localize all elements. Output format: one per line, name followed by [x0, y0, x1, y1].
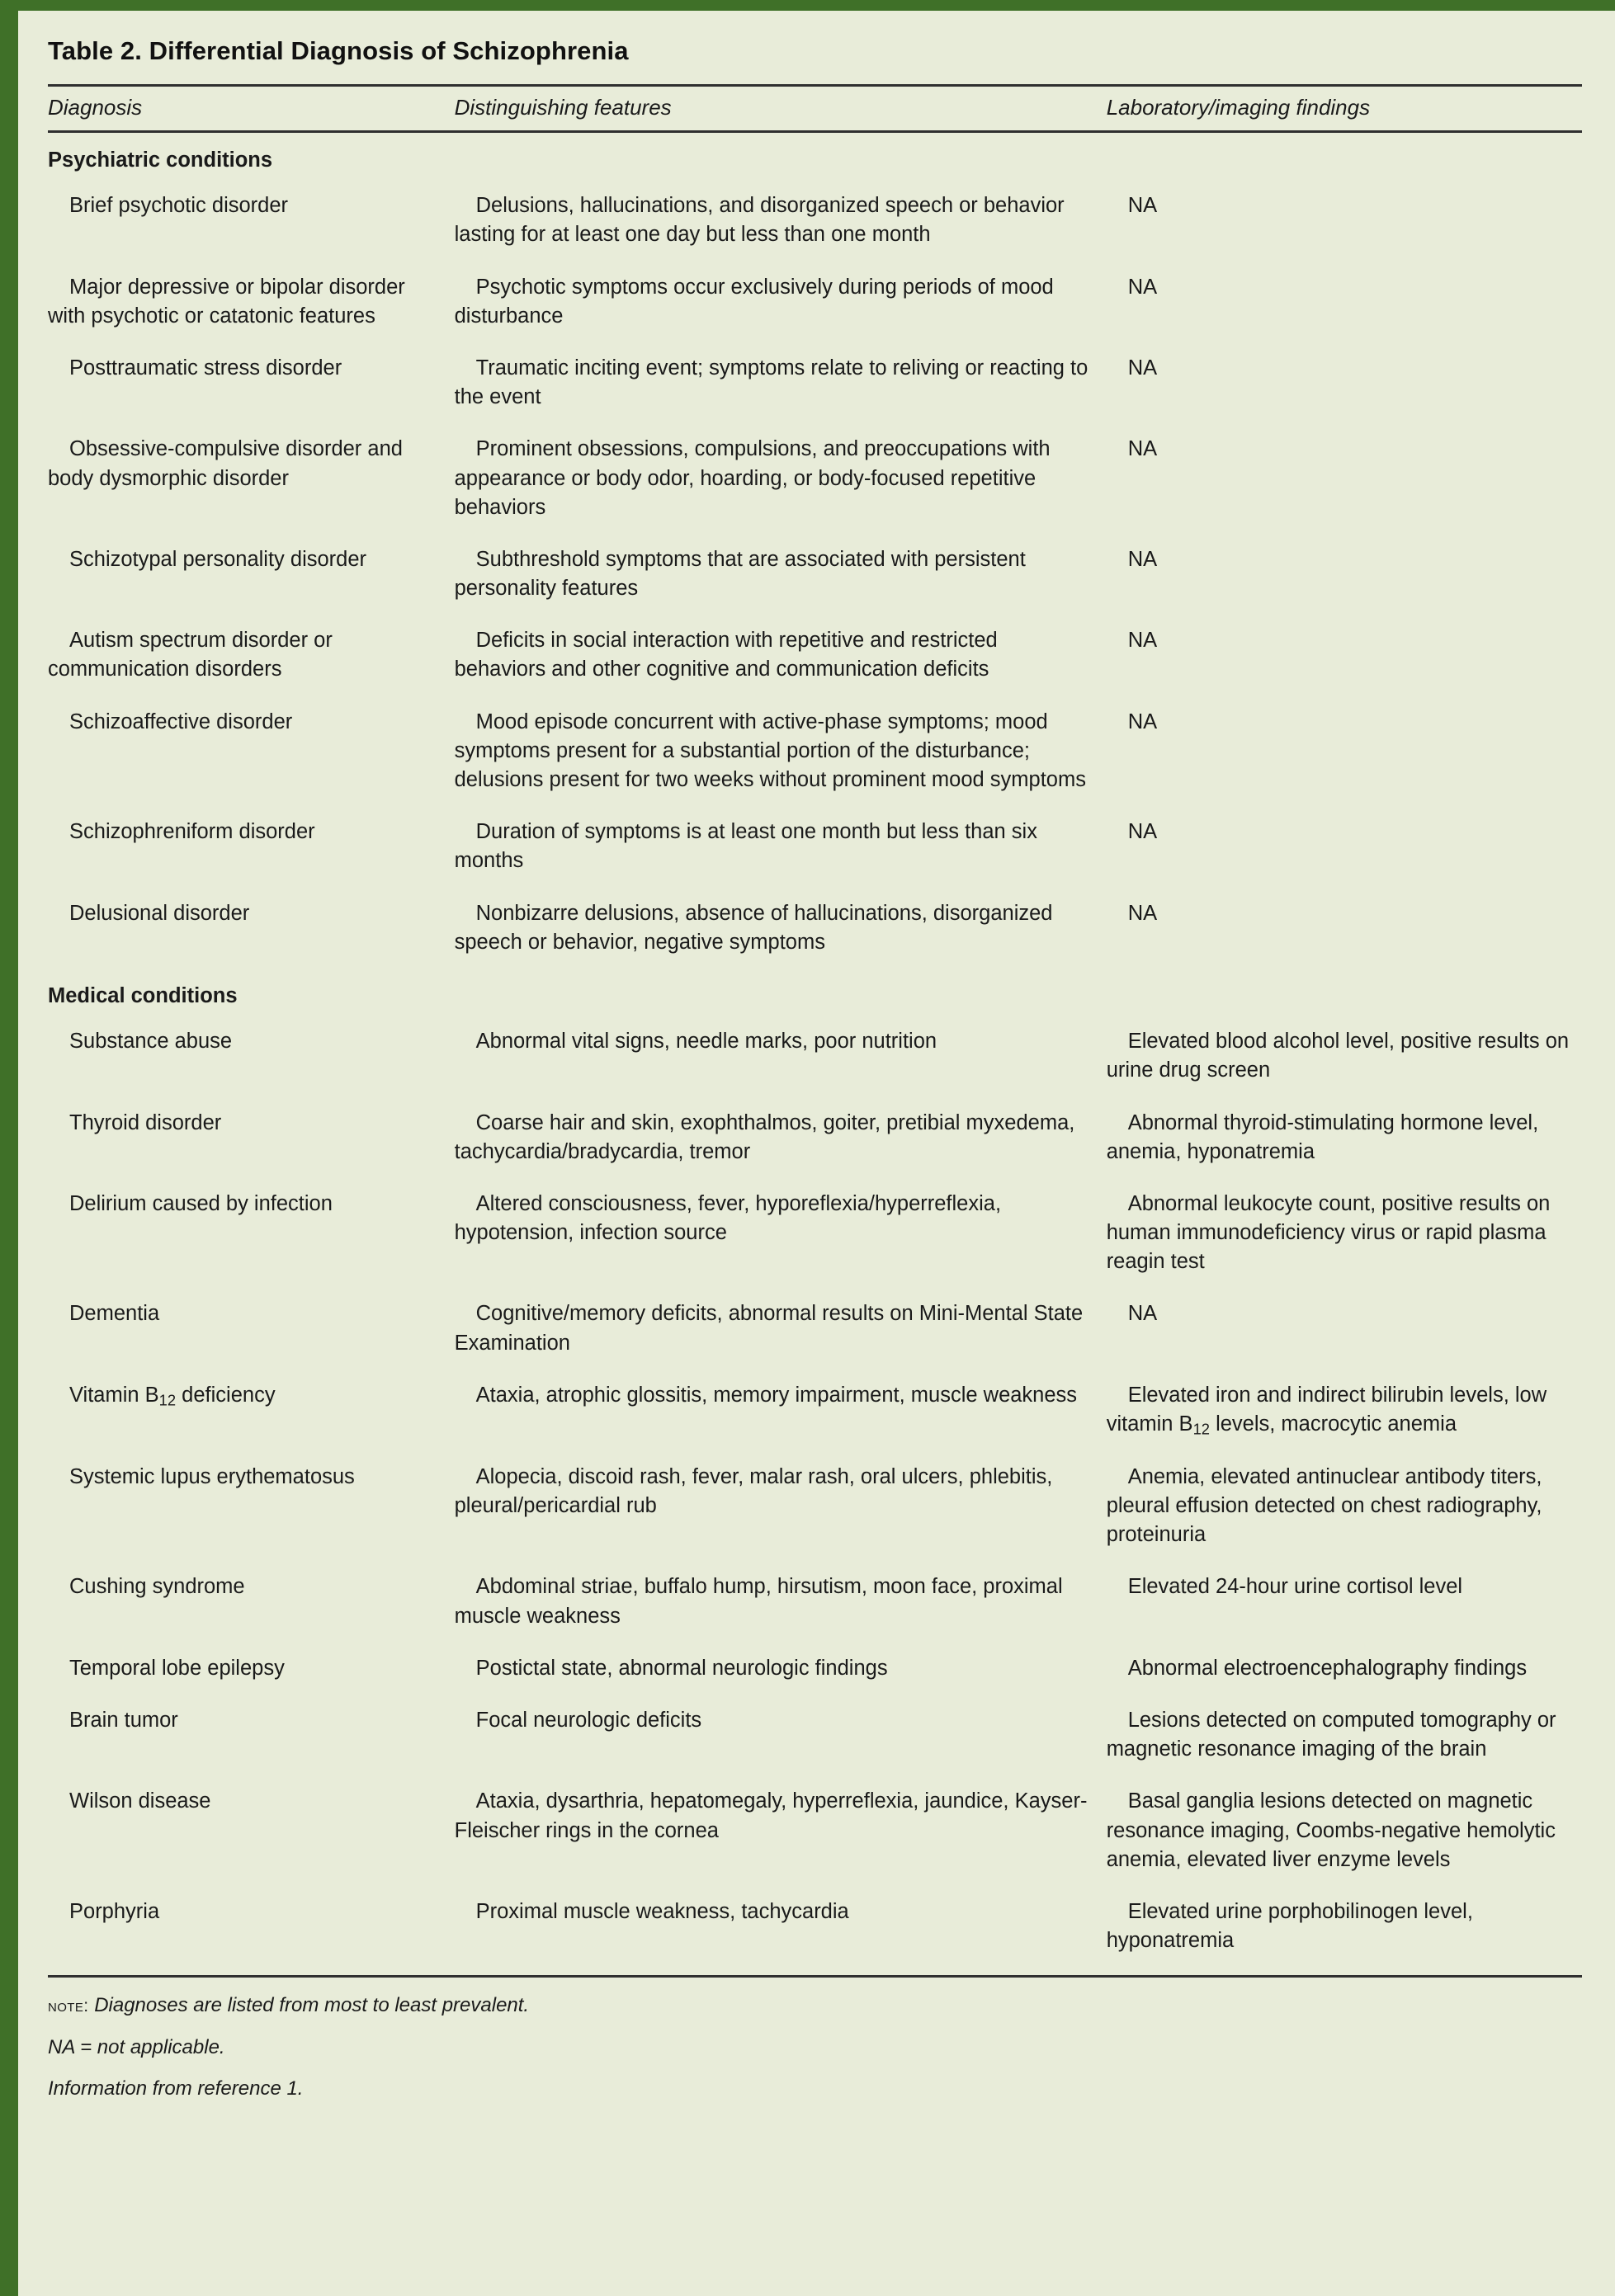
findings-text: Basal ganglia lesions detected on magnetic resonance imaging, Coombs-negative hemolytic anemia, elevated liver enzyme levels: [1106, 1789, 1556, 1871]
findings-text: Anemia, elevated antinuclear antibody titers, pleural effusion detected on chest radiography, proteinuria: [1106, 1464, 1542, 1547]
cell-diagnosis: [48, 1016, 455, 1096]
diagnosis-text: Brain tumor: [69, 1709, 178, 1733]
abbreviation-line: NA = not applicable.: [48, 2035, 225, 2058]
findings-text: Elevated 24-hour urine cortisol level: [1127, 1575, 1463, 1599]
table-section-header: [48, 969, 1582, 1016]
table-header: [48, 86, 1582, 132]
features-text: Mood episode concurrent with active-phase symptoms; mood symptoms present for a substantial portion of the disturbance; delusions present for two weeks without prominent mood symptoms: [454, 710, 1086, 791]
table-row: [48, 423, 1582, 534]
findings-text: NA: [1127, 1302, 1158, 1326]
findings-text: NA: [1127, 275, 1158, 299]
cell-findings: [1107, 180, 1582, 261]
table-row: [48, 1643, 1582, 1695]
table-row: [48, 342, 1582, 423]
cell-features: [455, 1288, 1107, 1369]
note-line: [48, 1992, 1582, 2019]
cell-diagnosis: [48, 806, 455, 887]
table-row: [48, 180, 1582, 261]
findings-text: Abnormal electroencephalography findings: [1127, 1656, 1528, 1680]
cell-diagnosis: [48, 534, 455, 615]
cell-diagnosis: [48, 615, 455, 695]
diagnosis-text: Thyroid disorder: [69, 1110, 222, 1134]
table-row: [48, 696, 1582, 807]
column-header-features: Distinguishing features: [455, 86, 1107, 132]
cell-diagnosis: [48, 1178, 455, 1289]
left-accent-bar: [0, 0, 18, 2296]
features-text: Cognitive/memory deficits, abnormal results on Mini-Mental State Examination: [454, 1302, 1084, 1355]
cell-features: [455, 534, 1107, 615]
diagnosis-text: Substance abuse: [69, 1030, 233, 1054]
diagnosis-text: Major depressive or bipolar disorder with psychotic or catatonic features: [48, 275, 405, 328]
cell-features: [455, 423, 1107, 534]
diagnosis-text: Posttraumatic stress disorder: [69, 356, 342, 380]
cell-diagnosis: [48, 1775, 455, 1886]
cell-features: [455, 1370, 1107, 1451]
section-label: Psychiatric conditions: [48, 149, 273, 172]
cell-findings: [1107, 1643, 1582, 1695]
cell-findings: [1107, 806, 1582, 887]
table-content: [18, 0, 1615, 2131]
findings-text: NA: [1127, 710, 1158, 733]
diagnosis-text: Schizophreniform disorder: [69, 820, 315, 844]
table-header-row: [48, 86, 1582, 132]
findings-text: NA: [1127, 901, 1158, 925]
table-row: [48, 534, 1582, 615]
features-text: Alopecia, discoid rash, fever, malar rash, oral ulcers, phlebitis, pleural/pericardial rub: [454, 1464, 1053, 1518]
differential-diagnosis-table: [48, 84, 1582, 1967]
features-text: Abdominal striae, buffalo hump, hirsutism, moon face, proximal muscle weakness: [454, 1575, 1063, 1628]
cell-findings: Elevated iron and indirect bilirubin levels, low vitamin $B_{12}$ levels, macrocytic anemia: [1106, 1383, 1547, 1438]
cell-features: [455, 696, 1107, 807]
cell-features: [455, 888, 1107, 969]
cell-findings: [1107, 1775, 1582, 1886]
cell-findings: [1107, 888, 1582, 969]
features-text: Ataxia, atrophic glossitis, memory impairment, muscle weakness: [475, 1383, 1078, 1407]
features-text: Abnormal vital signs, needle marks, poor nutrition: [475, 1030, 937, 1054]
cell-diagnosis: [48, 180, 455, 261]
column-header-findings: Laboratory/imaging findings: [1107, 86, 1582, 132]
table-row: [48, 615, 1582, 695]
diagnosis-text: Temporal lobe epilepsy: [69, 1656, 285, 1680]
table-row: [48, 1178, 1582, 1289]
findings-text: NA: [1127, 194, 1158, 218]
cell-findings: [1107, 534, 1582, 615]
cell-features: [455, 180, 1107, 261]
cell-features: [455, 342, 1107, 423]
cell-features: [455, 262, 1107, 342]
table-body: [48, 132, 1582, 1968]
cell-diagnosis: [48, 888, 455, 969]
diagnosis-text: Cushing syndrome: [69, 1575, 245, 1599]
cell-findings: [1107, 342, 1582, 423]
cell-findings: [1107, 1178, 1582, 1289]
table-row: [48, 1695, 1582, 1775]
cell-diagnosis: Vitamin $B_{12}$ deficiency: [69, 1383, 276, 1409]
note-text: Diagnoses are listed from most to least prevalent.: [94, 1994, 530, 2017]
cell-findings: [1107, 1097, 1582, 1178]
features-text: Prominent obsessions, compulsions, and preoccupations with appearance or body odor, hoarding, or body-focused repetitive behaviors: [454, 437, 1051, 519]
cell-findings: [1107, 1288, 1582, 1369]
cell-diagnosis: [48, 342, 455, 423]
cell-features: [455, 1451, 1107, 1562]
cell-diagnosis: [48, 423, 455, 534]
cell-features: [455, 615, 1107, 695]
features-text: Deficits in social interaction with repetitive and restricted behaviors and other cognitive and communication deficits: [454, 629, 998, 681]
table-row: [48, 1097, 1582, 1178]
cell-findings: [1107, 1886, 1582, 1967]
cell-features: [455, 806, 1107, 887]
cell-findings: [1107, 1561, 1582, 1642]
diagnosis-text: Porphyria: [69, 1899, 160, 1923]
cell-diagnosis: [48, 262, 455, 342]
cell-diagnosis: [48, 1643, 455, 1695]
features-text: Nonbizarre delusions, absence of hallucinations, disorganized speech or behavior, negative symptoms: [454, 901, 1053, 954]
findings-text: Abnormal thyroid-stimulating hormone level, anemia, hyponatremia: [1106, 1110, 1539, 1163]
page-title: Table 2. Differential Diagnosis of Schizophrenia: [48, 36, 629, 65]
table-row: [48, 888, 1582, 969]
cell-features: [455, 1016, 1107, 1096]
table-row: [48, 1886, 1582, 1967]
features-text: Subthreshold symptoms that are associated with persistent personality features: [454, 547, 1026, 601]
table-row: [48, 1288, 1582, 1369]
diagnosis-text: Schizotypal personality disorder: [69, 547, 367, 571]
cell-diagnosis: [48, 1561, 455, 1642]
diagnosis-text: Systemic lupus erythematosus: [69, 1464, 355, 1488]
column-header-diagnosis: Diagnosis: [48, 86, 455, 132]
features-text: Ataxia, dysarthria, hepatomegaly, hyperreflexia, jaundice, Kayser-Fleischer rings in the cornea: [454, 1789, 1088, 1842]
cell-features: [455, 1886, 1107, 1967]
findings-text: NA: [1127, 547, 1158, 571]
cell-features: [455, 1561, 1107, 1642]
features-text: Psychotic symptoms occur exclusively during periods of mood disturbance: [454, 275, 1054, 328]
cell-findings: [1107, 262, 1582, 342]
note-label: note:: [48, 1997, 89, 2016]
source-line: Information from reference 1.: [48, 2077, 304, 2100]
cell-features: [455, 1097, 1107, 1178]
cell-findings: [1107, 1451, 1582, 1562]
cell-findings: [1107, 1695, 1582, 1775]
cell-features: [455, 1695, 1107, 1775]
cell-features: [455, 1178, 1107, 1289]
table-row: [48, 262, 1582, 342]
features-text: Proximal muscle weakness, tachycardia: [475, 1899, 849, 1923]
section-label: Medical conditions: [48, 983, 238, 1007]
table-section-header: [48, 132, 1582, 181]
table-row: [48, 1451, 1582, 1562]
cell-features: [455, 1775, 1107, 1886]
table-row: [48, 1370, 1582, 1451]
findings-text: Lesions detected on computed tomography or magnetic resonance imaging of the brain: [1106, 1709, 1556, 1761]
diagnosis-text: Schizoaffective disorder: [69, 710, 293, 733]
table-row: [48, 1561, 1582, 1642]
features-text: Coarse hair and skin, exophthalmos, goiter, pretibial myxedema, tachycardia/bradycardia, tremor: [454, 1110, 1075, 1163]
table-footnotes: [48, 1975, 1582, 2102]
features-text: Altered consciousness, fever, hyporeflexia/hyperreflexia, hypotension, infection source: [454, 1191, 1002, 1245]
features-text: Postictal state, abnormal neurologic findings: [475, 1656, 888, 1680]
features-text: Focal neurologic deficits: [475, 1709, 702, 1733]
table-row: [48, 1016, 1582, 1096]
findings-text: NA: [1127, 437, 1158, 461]
diagnosis-text: Dementia: [69, 1302, 160, 1326]
findings-text: Elevated blood alcohol level, positive results on urine drug screen: [1106, 1030, 1570, 1082]
cell-findings: [1107, 696, 1582, 807]
diagnosis-text: Delirium caused by infection: [69, 1191, 333, 1215]
cell-features: [455, 1643, 1107, 1695]
findings-text: NA: [1127, 356, 1158, 380]
features-text: Duration of symptoms is at least one month but less than six months: [454, 820, 1037, 873]
features-text: Traumatic inciting event; symptoms relate to reliving or reacting to the event: [454, 356, 1088, 409]
cell-diagnosis: [48, 1097, 455, 1178]
diagnosis-text: Wilson disease: [69, 1789, 211, 1813]
diagnosis-text: Autism spectrum disorder or communication disorders: [48, 629, 333, 681]
findings-text: Elevated urine porphobilinogen level, hyponatremia: [1106, 1899, 1473, 1953]
cell-findings: [1107, 1016, 1582, 1096]
findings-text: NA: [1127, 629, 1158, 653]
table-row: [48, 1775, 1582, 1886]
diagnosis-text: Obsessive-compulsive disorder and body dysmorphic disorder: [48, 437, 403, 490]
cell-diagnosis: [48, 1288, 455, 1369]
findings-text: Abnormal leukocyte count, positive results on human immunodeficiency virus or rapid plasma reagin test: [1106, 1191, 1551, 1274]
diagnosis-text: Delusional disorder: [69, 901, 250, 925]
table-row: [48, 806, 1582, 887]
cell-findings: [1107, 615, 1582, 695]
cell-diagnosis: [48, 1451, 455, 1562]
cell-findings: [1107, 423, 1582, 534]
cell-diagnosis: [48, 1886, 455, 1967]
cell-diagnosis: [48, 1695, 455, 1775]
cell-diagnosis: [48, 696, 455, 807]
diagnosis-text: Brief psychotic disorder: [69, 194, 289, 218]
findings-text: NA: [1127, 820, 1158, 844]
features-text: Delusions, hallucinations, and disorganized speech or behavior lasting for at least one day but less than one month: [454, 194, 1065, 247]
